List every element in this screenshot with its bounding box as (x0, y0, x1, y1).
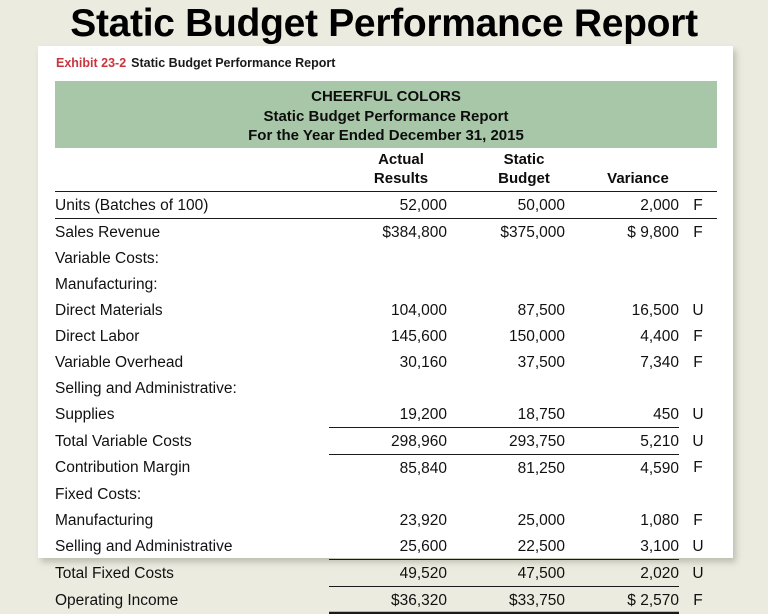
cell-variance-flag (679, 271, 717, 297)
cell-static-budget: 150,000 (508, 327, 565, 345)
table-row (55, 297, 717, 323)
cell-actual-results: 30,160 (399, 353, 447, 371)
row-label: Total Fixed Costs (55, 564, 174, 582)
cell-variance: $ 9,800 (627, 223, 679, 241)
table-row (55, 271, 717, 297)
table-row (55, 455, 717, 482)
cell-actual-results (329, 481, 447, 507)
cell-variance: 5,210 (565, 428, 679, 455)
banner-company-name: CHEERFUL COLORS (311, 88, 461, 105)
cell-actual-results: $36,320 (329, 587, 447, 614)
column-header-static-line1: Static (503, 151, 545, 168)
cell-static-budget: 50,000 (447, 192, 565, 219)
row-label: Variable Overhead (55, 353, 184, 371)
table-row (55, 507, 717, 533)
column-headers (55, 150, 717, 190)
cell-variance-flag: U (692, 432, 704, 450)
cell-actual-results: 23,920 (399, 511, 447, 529)
row-label: Selling and Administrative: (55, 379, 237, 397)
column-header-static-budget (469, 150, 579, 188)
column-header-static-line2: Budget (498, 170, 550, 187)
cell-variance: 1,080 (640, 511, 679, 529)
cell-static-budget: $33,750 (447, 587, 565, 614)
row-label: Manufacturing (55, 511, 154, 529)
exhibit-card (38, 46, 733, 609)
cell-static-budget: $375,000 (500, 223, 565, 241)
row-label: Units (Batches of 100) (55, 192, 329, 219)
column-header-actual-line1: Actual (378, 151, 424, 168)
table-row (55, 192, 717, 219)
cell-variance (565, 245, 679, 271)
cell-variance-flag (679, 375, 717, 401)
cell-static-budget (447, 271, 565, 297)
cell-actual-results: 145,600 (390, 327, 447, 345)
cell-variance (565, 481, 679, 507)
cell-actual-results (329, 375, 447, 401)
row-label: Variable Costs: (55, 249, 159, 267)
table-row (55, 533, 717, 560)
cell-variance-flag: U (692, 405, 704, 423)
row-label: Total Variable Costs (55, 432, 192, 450)
cell-variance: 2,020 (565, 560, 679, 587)
cell-actual-results: 104,000 (390, 301, 447, 319)
table-row (55, 560, 717, 587)
table-row (55, 323, 717, 349)
cell-static-budget: 22,500 (447, 533, 565, 560)
cell-static-budget (447, 245, 565, 271)
cell-actual-results: 85,840 (399, 459, 447, 477)
cell-actual-results: 52,000 (329, 192, 447, 219)
cell-static-budget: 25,000 (517, 511, 565, 529)
column-header-actual-line2: Results (373, 170, 429, 187)
table-row (55, 219, 717, 246)
table-row (55, 349, 717, 375)
row-label: Selling and Administrative (55, 537, 233, 555)
cell-variance (565, 271, 679, 297)
cell-variance: 4,400 (640, 327, 679, 345)
table-row (55, 587, 717, 614)
cell-variance-flag: F (693, 591, 703, 609)
banner-period: For the Year Ended December 31, 2015 (248, 127, 524, 144)
exhibit-label (56, 56, 335, 71)
cell-variance-flag (679, 481, 717, 507)
cell-variance: 450 (565, 401, 679, 428)
exhibit-number: Exhibit 23-2 (56, 56, 127, 70)
cell-actual-results: 19,200 (329, 401, 447, 428)
cell-variance-flag: F (693, 327, 703, 345)
cell-actual-results: 49,520 (329, 560, 447, 587)
cell-variance-flag: U (692, 537, 704, 555)
cell-static-budget: 81,250 (517, 459, 565, 477)
banner-report-title: Static Budget Performance Report (263, 107, 509, 125)
cell-static-budget: 37,500 (517, 353, 565, 371)
cell-actual-results: 298,960 (329, 428, 447, 455)
cell-variance-flag: U (692, 564, 704, 582)
table-row (55, 481, 717, 507)
cell-static-budget: 18,750 (447, 401, 565, 428)
cell-variance-flag: F (693, 511, 703, 529)
cell-variance (565, 375, 679, 401)
row-label: Manufacturing: (55, 275, 158, 293)
cell-variance: 4,590 (640, 459, 679, 477)
row-label: Fixed Costs: (55, 485, 142, 503)
row-label: Operating Income (55, 591, 179, 609)
row-label: Direct Materials (55, 301, 163, 319)
exhibit-caption: Static Budget Performance Report (131, 56, 336, 70)
cell-variance-flag (679, 245, 717, 271)
cell-variance: 7,340 (640, 353, 679, 371)
row-label: Contribution Margin (55, 459, 191, 477)
cell-static-budget (447, 481, 565, 507)
row-label: Sales Revenue (55, 223, 161, 241)
cell-actual-results: $384,800 (382, 223, 447, 241)
row-label: Direct Labor (55, 327, 140, 345)
cell-actual-results (329, 271, 447, 297)
column-header-variance: Variance (607, 170, 669, 187)
cell-variance-flag: F (693, 223, 703, 241)
cell-static-budget: 47,500 (447, 560, 565, 587)
static-budget-performance-table (55, 191, 717, 614)
table-row (55, 375, 717, 401)
cell-static-budget (447, 375, 565, 401)
cell-actual-results: 25,600 (329, 533, 447, 560)
table-row (55, 245, 717, 271)
cell-variance: 2,000 (565, 192, 679, 219)
page-title: Static Budget Performance Report (70, 2, 698, 45)
cell-variance: 16,500 (631, 301, 679, 319)
cell-static-budget: 293,750 (447, 428, 565, 455)
table-row (55, 401, 717, 428)
table-row (55, 428, 717, 455)
column-header-actual-results (347, 150, 455, 188)
cell-actual-results (329, 245, 447, 271)
cell-static-budget: 87,500 (517, 301, 565, 319)
report-banner (55, 81, 717, 148)
cell-variance-flag: F (679, 192, 717, 219)
cell-variance: $ 2,570 (565, 587, 679, 614)
cell-variance-flag: U (692, 301, 704, 319)
cell-variance: 3,100 (565, 533, 679, 560)
cell-variance-flag: F (693, 459, 703, 477)
cell-variance-flag: F (693, 353, 703, 371)
row-label: Supplies (55, 405, 115, 423)
